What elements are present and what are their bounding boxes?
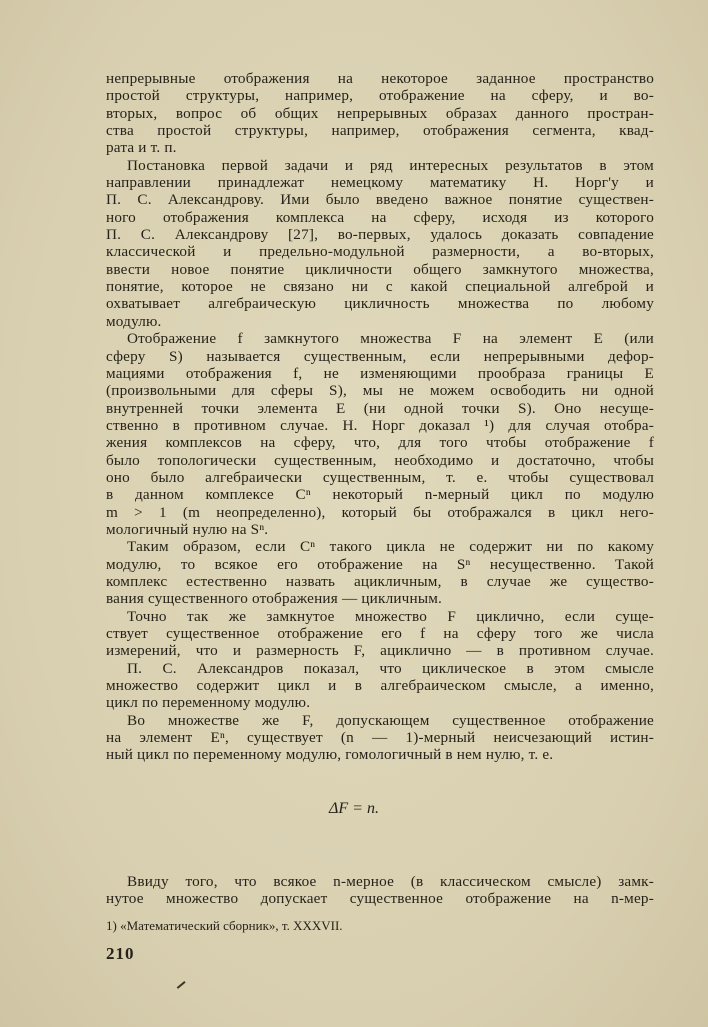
text-line: понятие, которое не связано ни с какой специальной алгеброй и — [106, 278, 654, 296]
text-line: нутое множество допускает существенное отображение на n-мер- — [106, 890, 654, 908]
text-line: в данном комплексе Cⁿ некоторый n-мерный цикл по модулю — [106, 486, 654, 504]
text-line: внутренней точки элемента E (ни одной точки S). Оно несуще- — [106, 399, 654, 417]
pencil-mark — [177, 981, 186, 989]
text-line: m > 1 (m неопределенно), который бы отображался в цикл него- — [106, 503, 654, 521]
text-line: рата и т. п. — [106, 139, 177, 157]
text-line: модулю. — [106, 312, 162, 330]
text-line: (произвольными для сферы S), мы не можем освободить ни одной — [106, 382, 654, 400]
text-line: мологичный нулю на Sⁿ. — [106, 520, 269, 538]
text-line: ственно в противном случае. Н. Норг доказал ¹) для случая отобра- — [106, 416, 654, 434]
text-line: охватывает алгебраическую цикличность множества по любому — [106, 295, 654, 313]
page-number: 210 — [106, 944, 135, 963]
text-line: Ввиду того, что всякое n-мерное (в классическом смысле) замк- — [127, 873, 654, 890]
text-line: Постановка первой задачи и ряд интересных результатов в этом — [127, 156, 654, 174]
text-line: ства простой структуры, например, отображения сегмента, квад- — [106, 122, 654, 140]
text-line: модулю, то всякое его отображение на Sⁿ несущественно. Такой — [106, 555, 654, 573]
text-line: Таким образом, если Cⁿ такого цикла не содержит ни по какому — [127, 538, 654, 556]
text-line: ный цикл по переменному модулю, гомологичный в нем нулю, т. е. — [106, 746, 554, 764]
text-line: жения комплексов на сферу, что, для того чтобы отображение f — [106, 434, 654, 452]
text-line: направлении принадлежат немецкому математику Н. Норг'у и — [106, 174, 654, 192]
text-line: непрерывные отображения на некоторое заданное пространство — [106, 70, 654, 87]
text-line: ствует существенное отображение его f на сферу того же числа — [106, 625, 654, 642]
text-line: Отображение f замкнутого множества F на элемент E (или — [127, 330, 654, 348]
text-line: сферу S) называется существенным, если непрерывными дефор- — [106, 347, 654, 365]
text-line: простой структуры, например, отображение на сферу, и во- — [106, 87, 654, 105]
text-line: ного отображения комплекса на сферу, исходя из которого — [106, 208, 654, 226]
text-line: множество содержит цикл и в алгебраическом смысле, а именно, — [106, 677, 654, 695]
text-line: вторых, вопрос об общих непрерывных образах данного простран- — [106, 104, 654, 122]
formula: ΔF = n. — [329, 800, 379, 817]
text-line: ввести новое понятие цикличности общего замкнутого множества, — [106, 260, 654, 278]
text-line: Во множестве же F, допускающем существенное отображение — [127, 711, 654, 729]
text-line: оно было алгебраически существенным, т. е. чтобы существовал — [106, 468, 654, 486]
text-line: вания существенного отображения — цикличным. — [106, 590, 443, 608]
text-line: измерений, что и размерность F, ациклично — в противном случае. — [106, 642, 654, 660]
text-line: П. С. Александров показал, что циклическое в этом смысле — [127, 659, 654, 677]
text-line: П. С. Александрову [27], во-первых, удалось доказать совпадение — [106, 226, 654, 244]
text-line: цикл по переменному модулю. — [106, 694, 311, 712]
footnote: 1) «Математический сборник», т. XXXVII. — [106, 918, 343, 933]
text-line: на элемент Eⁿ, существует (n — 1)-мерный неисчезающий истин- — [106, 729, 654, 747]
text-line: П. С. Александрову. Ими было введено важное понятие существен- — [106, 191, 654, 209]
tail-text — [106, 873, 654, 908]
text-line: было топологически существенным, необходимо и достаточно, чтобы — [106, 451, 654, 469]
body-text — [106, 70, 654, 764]
text-line: Точно так же замкнутое множество F циклично, если суще- — [127, 607, 654, 625]
text-line: мациями отображения f, не изменяющими прообраза границы E — [106, 364, 654, 382]
text-line: комплекс естественно назвать ацикличным, в случае же существо- — [106, 572, 654, 590]
text-line: классической и предельно-модульной размерности, а во-вторых, — [106, 243, 654, 261]
